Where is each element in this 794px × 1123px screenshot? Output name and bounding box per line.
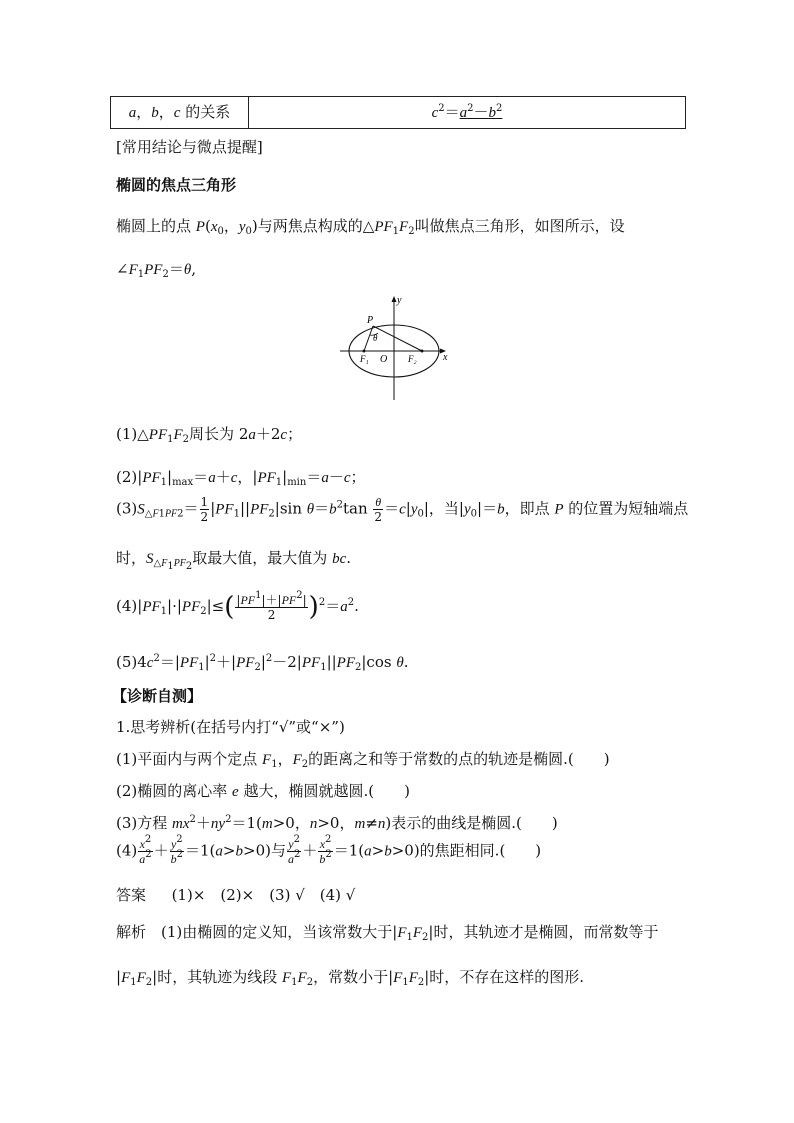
item-2: $(2)|PF_1|_{max}=a+c$，$|PF_1|_{min}=a-c$； — [116, 468, 366, 488]
focus-f1-point — [363, 350, 366, 353]
fraction-mean: $\frac{|PF^1|+|PF^2|}{2}$ — [236, 589, 307, 622]
table-label-cell — [111, 97, 249, 128]
segment-pf2 — [373, 326, 422, 351]
label-f1: F₁ — [360, 354, 369, 364]
label-f2: F₂ — [408, 354, 417, 364]
question-2: (2)椭圆的离心率 e 越大，椭圆就越圆.( ) — [116, 782, 410, 800]
question-3: (3)方程 $mx^2+ny^2=1(m>0$，n>0，m≠n)表示的曲线是椭圆.( ) — [116, 814, 558, 832]
table-formula-cell — [249, 97, 685, 128]
fraction-theta-half: $\frac{\theta}{2}$ — [374, 495, 383, 524]
answer-label: 答案 — [116, 886, 147, 904]
y-axis-arrow — [392, 296, 397, 302]
section-header: [常用结论与微点提醒] — [116, 138, 263, 156]
fraction-y2-a2: $\frac{y^2}{a^2}$ — [287, 834, 301, 866]
intro-line-1: 椭圆上的点 $P(x_0$，$y_0$)与两焦点构成的$\triangle PF_1F_2$叫做焦点三角形，如图所示，设 — [116, 217, 625, 237]
relation-table — [110, 96, 686, 129]
ellipse-focal-triangle-figure — [336, 290, 456, 405]
question-title: 1.思考辨析(在括号内打“√”或“×”) — [116, 718, 345, 736]
item-1: $(1)\triangle PF_1F_2$周长为 2a＋2c； — [116, 425, 303, 445]
fraction-y2-b2: $\frac{y^2}{b^2}$ — [170, 834, 184, 866]
label-theta: θ — [373, 333, 378, 343]
section-subtitle: 椭圆的焦点三角形 — [116, 176, 237, 194]
analysis-line-2: $|F_1F_2|$时，其轨迹为线段 $F_1F_2$，常数小于$|F_1F_2|$时，不存在这样的图形. — [116, 968, 585, 988]
table-label: a，b，c 的关系 — [128, 103, 231, 121]
question-1: (1)平面内与两个定点 $F_1$，$F_2$的距离之和等于常数的点的轨迹是椭圆.( ) — [116, 750, 610, 770]
question-4: (4) $\frac{x^2}{a^2}$ ＋ $\frac{y^2}{b^2}$ ＝1(a>b>0)与 $\frac{y^2}{a^2}$ ＋ $\frac{x^2}{b^2}$ ＝1(a>b>0)的焦距相同.( ) — [116, 834, 542, 866]
label-p: P — [367, 315, 374, 326]
answer-row — [116, 884, 355, 905]
label-x: x — [443, 352, 448, 363]
label-y: y — [397, 295, 402, 306]
table-formula: $c^2=a^2-b^2$ — [431, 103, 503, 121]
answer-values: (1)× (2)× (3) √ (4) √ — [171, 886, 356, 904]
item-4: $(4)|PF_1|\cdot|PF_2|\le$( $\frac{|PF^1|+|PF^2|}{2}$ )$^2=a^2$. — [116, 589, 359, 622]
analysis-line-1: 解析 (1)由椭圆的定义知，当该常数大于$|F_1F_2|$时，其轨迹才是椭圆，而常数等于 — [116, 923, 659, 943]
analysis-label: 解析 — [116, 923, 147, 941]
fraction-half: $\frac{1}{2}$ — [200, 495, 209, 524]
label-o: O — [380, 354, 388, 365]
focus-f2-point — [421, 350, 424, 353]
fraction-x2-a2: $\frac{x^2}{a^2}$ — [139, 834, 152, 866]
intro-line-2: $\angle F_1PF_2=\theta$, — [116, 260, 196, 280]
fraction-x2-b2: $\frac{x^2}{b^2}$ — [319, 834, 332, 866]
item-5: $(5)4c^2=|PF_1|^2+|PF_2|^2-2|PF_1||PF_2|\cos$ θ. — [116, 653, 409, 673]
item-3: $(3)S_{\triangle F1PF2}=$ $\frac{1}{2}$ $|PF_1||PF_2|\sin$ $\theta=b^2\tan$ $\frac{\theta}{2}$ $=c|y_0|$，当$|y_0|=b$，即点 P 的位置为短轴端点 — [116, 495, 689, 524]
diagnosis-header: 【诊断自测】 — [112, 687, 203, 705]
item-3-continued: 时，$S_{\triangle F_1PF_2}$取最大值，最大值为 bc. — [116, 549, 352, 572]
